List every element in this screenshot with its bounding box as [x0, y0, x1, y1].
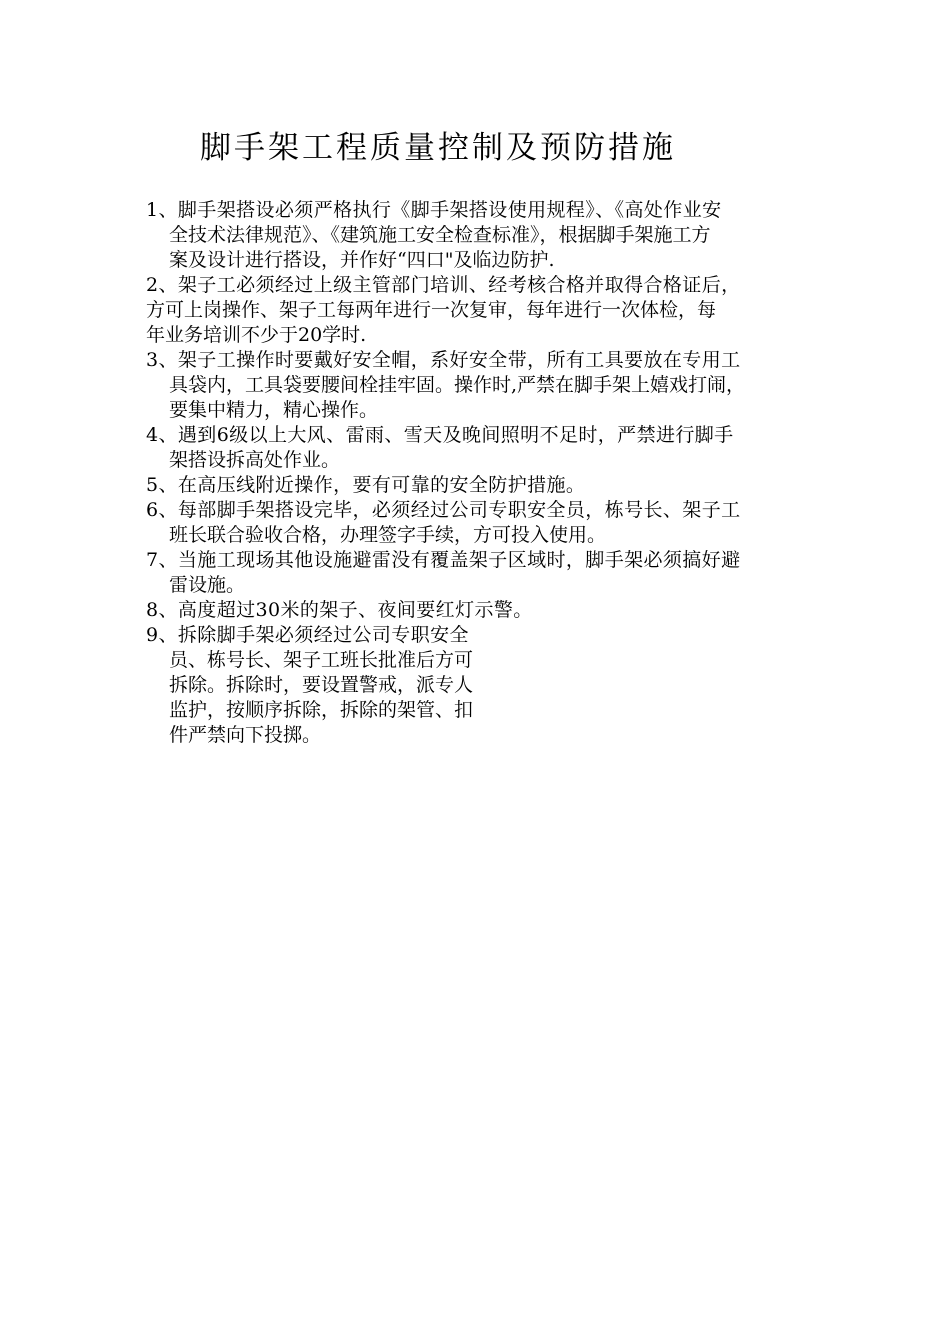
item-9-line-2: 员、栋号长、架子工班长批准后方可 — [169, 649, 474, 671]
item-8-line-1: 8、高度超过30米的架子、夜间要红灯示警。 — [146, 599, 533, 621]
item-9-line-3: 拆除。拆除时，要设置警戒，派专人 — [169, 674, 474, 696]
item-2-line-2: 方可上岗操作、架子工每两年进行一次复审，每年进行一次体检，每 — [146, 299, 717, 321]
item-7-line-1: 7、当施工现场其他设施避雷没有覆盖架子区域时，脚手架必须搞好避 — [146, 549, 741, 571]
item-5-line-1: 5、在高压线附近操作，要有可靠的安全防护措施。 — [146, 474, 586, 496]
item-6-line-2: 班长联合验收合格，办理签字手续，方可投入使用。 — [169, 524, 607, 546]
item-3-line-3: 要集中精力，精心操作。 — [169, 399, 379, 421]
item-1-line-3: 案及设计进行搭设，并作好“四口"及临边防护. — [169, 249, 555, 271]
item-4-line-2: 架搭设拆高处作业。 — [169, 449, 341, 471]
item-1-line-1: 1、脚手架搭设必须严格执行《脚手架搭设使用规程》、《高处作业安 — [146, 199, 722, 221]
item-3-line-2: 具袋内，工具袋要腰间栓挂牢固。操作时,严禁在脚手架上嬉戏打闹， — [169, 374, 746, 396]
document-title: 脚手架工程质量控制及预防措施 — [200, 130, 676, 166]
item-9-line-4: 监护，按顺序拆除，拆除的架管、扣 — [169, 699, 474, 721]
item-2-line-1: 2、架子工必须经过上级主管部门培训、经考核合格并取得合格证后， — [146, 274, 741, 296]
item-6-line-1: 6、每部脚手架搭设完毕，必须经过公司专职安全员，栋号长、架子工 — [146, 499, 741, 521]
item-3-line-1: 3、架子工操作时要戴好安全帽，系好安全带，所有工具要放在专用工 — [146, 349, 741, 371]
item-1-line-2: 全技术法律规范》、《建筑施工安全检查标准》，根据脚手架施工方 — [169, 224, 711, 246]
item-9-line-5: 件严禁向下投掷。 — [169, 724, 322, 746]
document-body — [146, 198, 836, 748]
item-9-line-1: 9、拆除脚手架必须经过公司专职安全 — [146, 624, 469, 646]
item-7-line-2: 雷设施。 — [169, 574, 246, 596]
item-4-line-1: 4、遇到6级以上大风、雷雨、雪天及晚间照明不足时，严禁进行脚手 — [146, 424, 734, 446]
item-2-line-3: 年业务培训不少于20学时. — [146, 324, 367, 346]
